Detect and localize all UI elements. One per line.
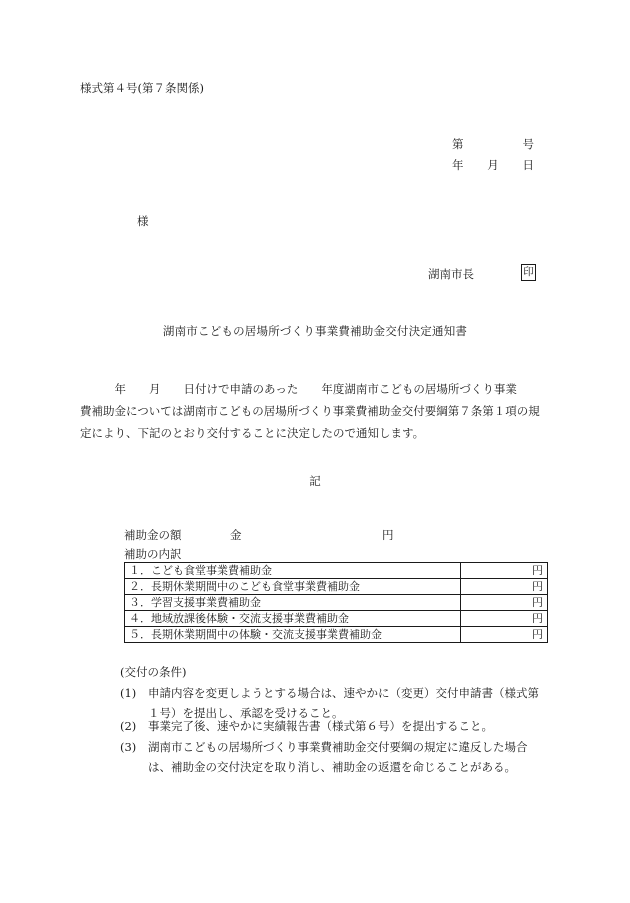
condition-number: (1) [120, 686, 137, 700]
table-row [125, 611, 548, 627]
breakdown-item-amount: 円 [461, 595, 548, 611]
addressee: 様 [137, 214, 149, 228]
date-month: 月 [487, 158, 499, 172]
amount-unit: 円 [382, 528, 394, 542]
table-row [125, 563, 548, 579]
subsidy-amount [124, 527, 394, 543]
breakdown-item-name: １．こども食堂事業費補助金 [125, 563, 461, 579]
body-line: 年 月 日付けで申請のあった 年度湖南市こどもの居場所づくり事業 [80, 382, 517, 396]
condition-text: 申請内容を変更しようとする場合は、速やかに（変更）交付申請書（様式第 [148, 686, 539, 700]
breakdown-item-amount: 円 [461, 579, 548, 595]
ki-heading: 記 [309, 474, 321, 488]
issuer-name: 湖南市長 [428, 267, 474, 281]
notice-body [80, 378, 558, 444]
breakdown-item-amount: 円 [461, 611, 548, 627]
table-row [125, 595, 548, 611]
body-line: 定により、下記のとおり交付することに決定したので通知します。 [80, 426, 425, 440]
breakdown-item-name: ３．学習支援事業費補助金 [125, 595, 461, 611]
breakdown-item-amount: 円 [461, 563, 548, 579]
body-line: 費補助金については湖南市こどもの居場所づくり事業費補助金交付要綱第７条第１項の規 [80, 404, 540, 418]
condition-number: (2) [120, 719, 137, 733]
table-row [125, 627, 548, 643]
issue-date [452, 157, 534, 173]
breakdown-item-amount: 円 [461, 627, 548, 643]
condition-text-cont: は、補助金の交付決定を取り消し、補助金の返還を命じることがある。 [148, 760, 516, 774]
date-day: 日 [522, 158, 534, 172]
condition-item [120, 737, 560, 777]
condition-text: 事業完了後、速やかに実績報告書（様式第６号）を提出すること。 [148, 719, 493, 733]
table-row [125, 579, 548, 595]
seal-box: 印 [521, 264, 536, 281]
document-title: 湖南市こどもの居場所づくり事業費補助金交付決定通知書 [162, 324, 468, 338]
doc-number-prefix: 第 [452, 137, 464, 151]
date-year: 年 [452, 158, 464, 172]
amount-label: 補助金の額 [124, 528, 182, 542]
doc-number-suffix: 号 [522, 137, 534, 151]
amount-prefix: 金 [230, 528, 242, 542]
form-number: 様式第４号(第７条関係) [80, 81, 204, 95]
conditions-title: (交付の条件) [120, 665, 187, 679]
document-number [452, 136, 534, 152]
breakdown-label: 補助の内訳 [124, 547, 182, 561]
condition-item [120, 716, 560, 736]
condition-text: 湖南市こどもの居場所づくり事業費補助金交付要綱の規定に違反した場合 [148, 740, 528, 754]
breakdown-table [124, 562, 548, 643]
breakdown-item-name: ４．地域放課後体験・交流支援事業費補助金 [125, 611, 461, 627]
breakdown-item-name: ５．長期休業期間中の体験・交流支援事業費補助金 [125, 627, 461, 643]
condition-text-cont: １号）を提出し、承認を受けること。 [148, 706, 344, 720]
condition-number: (3) [120, 740, 137, 754]
breakdown-item-name: ２．長期休業期間中のこども食堂事業費補助金 [125, 579, 461, 595]
